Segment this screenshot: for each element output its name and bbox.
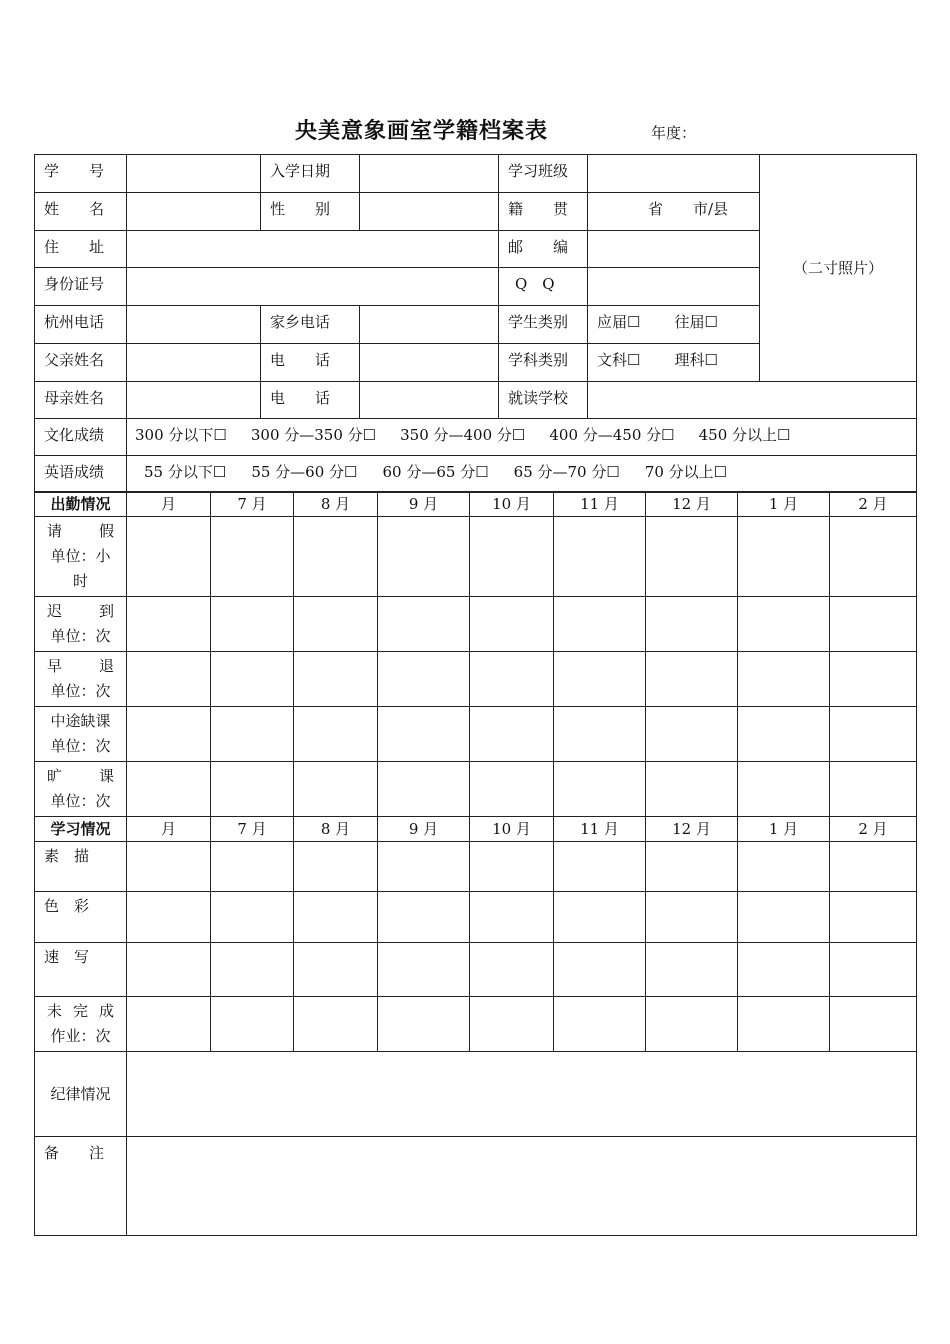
record-cell[interactable]	[554, 943, 646, 997]
record-cell[interactable]	[378, 997, 470, 1052]
record-cell[interactable]	[211, 652, 294, 707]
record-cell[interactable]	[378, 892, 470, 943]
record-cell[interactable]	[378, 597, 470, 652]
record-cell[interactable]	[646, 943, 738, 997]
english-score-label: 英语成绩	[35, 456, 127, 493]
record-cell[interactable]	[554, 652, 646, 707]
record-cell[interactable]	[830, 842, 917, 892]
record-cell[interactable]	[211, 997, 294, 1052]
enroll-date-label: 入学日期	[261, 155, 360, 193]
page-title: 央美意象画室学籍档案表	[295, 119, 549, 144]
record-cell[interactable]	[294, 707, 378, 762]
checkbox-liberal-arts[interactable]: 文科☐	[597, 351, 641, 369]
row-label-line: 单位：次	[50, 737, 111, 755]
record-cell[interactable]	[830, 943, 917, 997]
checkbox-current-year[interactable]: 应届☐	[597, 313, 641, 331]
record-cell[interactable]	[738, 943, 830, 997]
culture-score-label: 文化成绩	[35, 419, 127, 456]
home-phone-label: 家乡电话	[261, 306, 360, 344]
month-header: 12 月	[646, 492, 738, 517]
record-cell[interactable]	[127, 997, 211, 1052]
row-label-line: 时	[72, 572, 88, 590]
record-cell[interactable]	[127, 707, 211, 762]
subject-type-options	[588, 344, 760, 382]
row-label-line: 速 写	[44, 948, 90, 966]
record-cell[interactable]	[830, 997, 917, 1052]
id-number-field[interactable]	[127, 268, 499, 306]
address-label: 住 址	[35, 231, 127, 268]
record-cell[interactable]	[646, 842, 738, 892]
study-class-label: 学习班级	[499, 155, 588, 193]
father-name-field[interactable]	[127, 344, 261, 382]
row-label	[35, 762, 127, 817]
id-number-label: 身份证号	[35, 268, 127, 306]
checkbox-science[interactable]: 理科☐	[674, 351, 718, 369]
enroll-date-field[interactable]	[360, 155, 499, 193]
hz-phone-label: 杭州电话	[35, 306, 127, 344]
father-name-label: 父亲姓名	[35, 344, 127, 382]
row-label-line: 单位：次	[50, 792, 111, 810]
culture-opt[interactable]: 350 分—400 分☐	[400, 426, 526, 444]
postcode-label: 邮 编	[499, 231, 588, 268]
student-id-label: 学 号	[35, 155, 127, 193]
record-cell[interactable]	[470, 597, 554, 652]
subject-type-label: 学科类别	[499, 344, 588, 382]
record-cell[interactable]	[554, 597, 646, 652]
discipline-label: 纪律情况	[35, 1052, 127, 1137]
record-cell[interactable]	[127, 517, 211, 597]
discipline-field[interactable]	[127, 1052, 917, 1137]
native-place-label: 籍 贯	[499, 193, 588, 231]
row-label-line: 色 彩	[44, 897, 90, 915]
record-cell[interactable]	[470, 762, 554, 817]
row-label-line: 素 描	[44, 847, 90, 865]
culture-opt[interactable]: 450 分以上☐	[698, 426, 791, 444]
month-header: 1 月	[738, 817, 830, 842]
records-table	[34, 491, 917, 1236]
school-field[interactable]	[588, 382, 917, 419]
record-cell[interactable]	[554, 892, 646, 943]
record-cell[interactable]	[554, 762, 646, 817]
month-header: 11 月	[554, 817, 646, 842]
english-opt[interactable]: 60 分—65 分☐	[382, 463, 489, 481]
record-cell[interactable]	[738, 842, 830, 892]
row-label-line: 早 退	[47, 657, 114, 675]
mother-name-label: 母亲姓名	[35, 382, 127, 419]
record-cell[interactable]	[378, 762, 470, 817]
row-label	[35, 892, 127, 943]
record-cell[interactable]	[294, 892, 378, 943]
record-cell[interactable]	[738, 762, 830, 817]
record-cell[interactable]	[738, 652, 830, 707]
row-label-line: 迟 到	[47, 602, 114, 620]
record-cell[interactable]	[211, 597, 294, 652]
attendance-header: 出勤情况	[35, 492, 127, 517]
record-cell[interactable]	[294, 997, 378, 1052]
month-header: 12 月	[646, 817, 738, 842]
record-cell[interactable]	[738, 892, 830, 943]
photo-box: （二寸照片）	[760, 155, 917, 382]
record-cell[interactable]	[127, 652, 211, 707]
month-header: 7 月	[211, 492, 294, 517]
record-cell[interactable]	[738, 597, 830, 652]
mother-phone-label: 电 话	[261, 382, 360, 419]
row-label-line: 旷 课	[47, 767, 114, 785]
record-cell[interactable]	[294, 943, 378, 997]
gender-label: 性 别	[261, 193, 360, 231]
record-cell[interactable]	[738, 707, 830, 762]
record-cell[interactable]	[294, 652, 378, 707]
row-label	[35, 997, 127, 1052]
month-header: 10 月	[470, 492, 554, 517]
record-cell[interactable]	[830, 892, 917, 943]
english-opt[interactable]: 55 分—60 分☐	[251, 463, 358, 481]
row-label	[35, 517, 127, 597]
month-header: 1 月	[738, 492, 830, 517]
student-type-options	[588, 306, 760, 344]
record-cell[interactable]	[294, 762, 378, 817]
postcode-field[interactable]	[588, 231, 760, 268]
record-cell[interactable]	[646, 517, 738, 597]
month-header: 月	[127, 817, 211, 842]
year-label: 年度：	[651, 124, 697, 142]
row-label-line: 单位：次	[50, 627, 111, 645]
row-label-line: 中途缺课	[50, 712, 111, 730]
student-id-field[interactable]	[127, 155, 261, 193]
study-header: 学习情况	[35, 817, 127, 842]
month-header: 11 月	[554, 492, 646, 517]
record-cell[interactable]	[294, 842, 378, 892]
record-cell[interactable]	[211, 517, 294, 597]
hz-phone-field[interactable]	[127, 306, 261, 344]
checkbox-previous-year[interactable]: 往届☐	[674, 313, 718, 331]
qq-field[interactable]	[588, 268, 760, 306]
row-label	[35, 652, 127, 707]
record-cell[interactable]	[470, 892, 554, 943]
record-cell[interactable]	[646, 707, 738, 762]
record-cell[interactable]	[646, 652, 738, 707]
record-cell[interactable]	[378, 943, 470, 997]
record-cell[interactable]	[211, 892, 294, 943]
record-cell[interactable]	[470, 517, 554, 597]
record-cell[interactable]	[830, 597, 917, 652]
month-header: 8 月	[294, 492, 378, 517]
record-cell[interactable]	[470, 997, 554, 1052]
record-cell[interactable]	[294, 517, 378, 597]
record-cell[interactable]	[378, 652, 470, 707]
father-phone-label: 电 话	[261, 344, 360, 382]
home-phone-field[interactable]	[360, 306, 499, 344]
culture-opt[interactable]: 300 分以下☐	[135, 426, 227, 444]
native-place-field[interactable]: 省 市/县	[588, 193, 760, 231]
record-cell[interactable]	[470, 842, 554, 892]
record-cell[interactable]	[830, 707, 917, 762]
record-cell[interactable]	[830, 652, 917, 707]
row-label-line: 作业：次	[50, 1027, 111, 1045]
record-cell[interactable]	[470, 943, 554, 997]
record-cell[interactable]	[378, 517, 470, 597]
record-cell[interactable]	[127, 892, 211, 943]
month-header: 7 月	[211, 817, 294, 842]
english-opt[interactable]: 65 分—70 分☐	[513, 463, 620, 481]
record-cell[interactable]	[470, 652, 554, 707]
record-cell[interactable]	[127, 762, 211, 817]
month-header: 月	[127, 492, 211, 517]
record-cell[interactable]	[554, 842, 646, 892]
month-header: 10 月	[470, 817, 554, 842]
record-cell[interactable]	[378, 707, 470, 762]
row-label	[35, 707, 127, 762]
student-type-label: 学生类别	[499, 306, 588, 344]
english-opt[interactable]: 55 分以下☐	[144, 463, 227, 481]
mother-name-field[interactable]	[127, 382, 261, 419]
english-opt[interactable]: 70 分以上☐	[644, 463, 728, 481]
student-info-table	[34, 154, 917, 493]
record-cell[interactable]	[470, 707, 554, 762]
record-cell[interactable]	[211, 943, 294, 997]
record-cell[interactable]	[646, 597, 738, 652]
qq-label: Q Q	[499, 268, 588, 306]
record-cell[interactable]	[554, 707, 646, 762]
name-field[interactable]	[127, 193, 261, 231]
record-cell[interactable]	[646, 762, 738, 817]
record-cell[interactable]	[211, 707, 294, 762]
record-cell[interactable]	[554, 517, 646, 597]
month-header: 9 月	[378, 817, 470, 842]
record-cell[interactable]	[738, 517, 830, 597]
row-label-line: 单位：次	[50, 682, 111, 700]
record-cell[interactable]	[211, 762, 294, 817]
record-cell[interactable]	[646, 997, 738, 1052]
row-label-line: 未完成	[47, 1002, 114, 1020]
record-cell[interactable]	[211, 842, 294, 892]
culture-opt[interactable]: 300 分—350 分☐	[250, 426, 377, 444]
row-label	[35, 842, 127, 892]
address-field[interactable]	[127, 231, 499, 268]
row-label	[35, 943, 127, 997]
record-cell[interactable]	[830, 517, 917, 597]
month-header: 9 月	[378, 492, 470, 517]
row-label	[35, 597, 127, 652]
record-cell[interactable]	[127, 842, 211, 892]
culture-opt[interactable]: 400 分—450 分☐	[549, 426, 675, 444]
culture-score-options	[127, 419, 917, 456]
father-phone-field[interactable]	[360, 344, 499, 382]
record-cell[interactable]	[830, 762, 917, 817]
record-cell[interactable]	[127, 943, 211, 997]
record-cell[interactable]	[378, 842, 470, 892]
row-label-line: 单位：小	[50, 547, 111, 565]
remarks-field[interactable]	[127, 1137, 917, 1236]
study-class-field[interactable]	[588, 155, 760, 193]
record-cell[interactable]	[554, 997, 646, 1052]
month-header: 8 月	[294, 817, 378, 842]
record-cell[interactable]	[646, 892, 738, 943]
record-cell[interactable]	[738, 997, 830, 1052]
month-header: 2 月	[830, 492, 917, 517]
record-cell[interactable]	[127, 597, 211, 652]
english-score-options	[127, 456, 917, 493]
school-label: 就读学校	[499, 382, 588, 419]
mother-phone-field[interactable]	[360, 382, 499, 419]
gender-field[interactable]	[360, 193, 499, 231]
remarks-label: 备 注	[35, 1137, 127, 1236]
name-label: 姓 名	[35, 193, 127, 231]
month-header: 2 月	[830, 817, 917, 842]
record-cell[interactable]	[294, 597, 378, 652]
row-label-line: 请 假	[47, 522, 114, 540]
